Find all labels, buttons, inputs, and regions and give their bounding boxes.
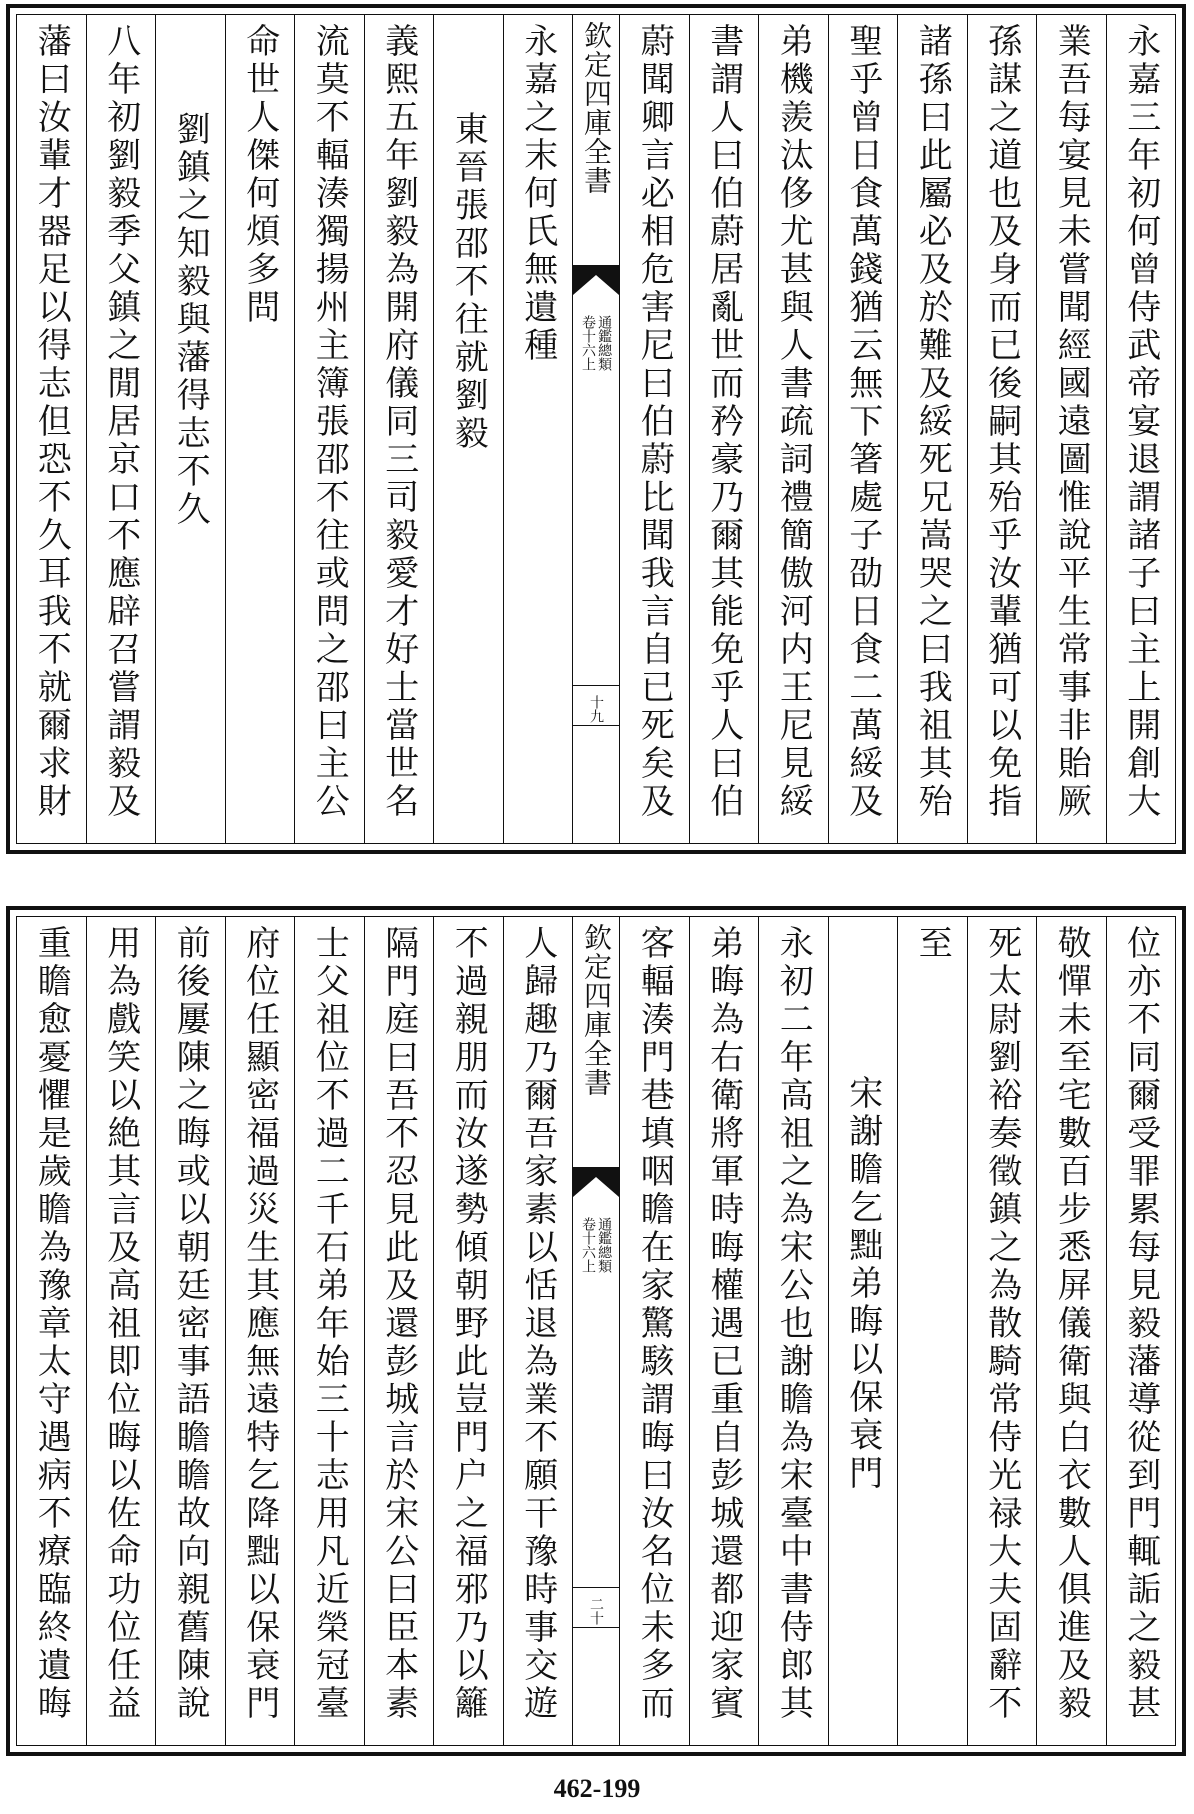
text-column: 業吾每宴見未嘗聞經國遠圖惟說平生常事非貽厥 [1036, 15, 1106, 843]
text-column: 流莫不輻湊獨揚州主簿張邵不往或問之邵曰主公 [294, 15, 364, 843]
text-column: 永嘉之末何氏無遺種 [503, 15, 573, 843]
lower-page-columns [16, 916, 1176, 1746]
margin-rule [573, 1627, 619, 1628]
margin-rule [573, 685, 619, 686]
text-column: 永初二年高祖之為宋公也謝瞻為宋臺中書侍郎其 [758, 917, 828, 1745]
lower-page [6, 906, 1186, 1756]
text-column: 至 [897, 917, 967, 1745]
heading-column: 劉鎮之知毅與藩得志不久 [155, 15, 225, 843]
text-column: 孫謀之道也及身而已後嗣其殆乎汝輩猶可以免指 [967, 15, 1037, 843]
folio-number: 二十 [588, 1597, 604, 1625]
text-column: 府位任顯密福過災生其應無遠特乞降黜以保衰門 [225, 917, 295, 1745]
heading-column: 宋謝瞻乞黜弟晦以保衰門 [828, 917, 898, 1745]
text-column: 聖乎曾日食萬錢猶云無下箸處子劭日食二萬綏及 [828, 15, 898, 843]
text-column: 永嘉三年初何曾侍武帝宴退謂諸子曰主上開創大 [1106, 15, 1176, 843]
margin-rule [573, 725, 619, 726]
text-column: 弟機羨汰侈尤甚與人書疏詞禮簡傲河内王尼見綏 [758, 15, 828, 843]
text-column: 敬憚未至宅數百步悉屏儀衛與白衣數人俱進及毅 [1036, 917, 1106, 1745]
text-column: 用為戲笑以絶其言及高祖即位晦以佐命功位任益 [86, 917, 156, 1745]
volume-label: 通鑑總類 卷十六上 [580, 315, 613, 371]
text-column: 義熙五年劉毅為開府儀同三司毅愛才好士當世名 [364, 15, 434, 843]
heading-column: 東晉張邵不往就劉毅 [433, 15, 503, 843]
fish-tail-mark-icon [573, 1167, 619, 1197]
book-title: 欽定四庫全書 [580, 21, 613, 195]
book-title: 欽定四庫全書 [580, 923, 613, 1097]
volume-label: 通鑑總類 卷十六上 [580, 1217, 613, 1273]
text-column: 不過親朋而汝遂勢傾朝野此豈門户之福邪乃以籬 [433, 917, 503, 1745]
upper-page-columns [16, 14, 1176, 844]
text-column: 八年初劉毅季父鎮之閒居京口不應辟召嘗謂毅及 [86, 15, 156, 843]
text-column: 死太尉劉裕奏徵鎮之為散騎常侍光禄大夫固辭不 [967, 917, 1037, 1745]
text-column: 諸孫曰此屬必及於難及綏死兄嵩哭之曰我祖其殆 [897, 15, 967, 843]
page-number: 462-199 [553, 1774, 641, 1803]
text-column: 士父祖位不過二千石弟年始三十志用凡近榮冠臺 [294, 917, 364, 1745]
text-column: 位亦不同爾受罪累每見毅藩導從到門輒詬之毅甚 [1106, 917, 1176, 1745]
text-column: 弟晦為右衛將軍時晦權遇已重自彭城還都迎家賓 [689, 917, 759, 1745]
text-column: 藩曰汝輩才器足以得志但恐不久耳我不就爾求財 [31, 23, 72, 821]
center-margin [572, 15, 619, 843]
center-margin [572, 917, 619, 1745]
text-column: 命世人傑何煩多問 [225, 15, 295, 843]
text-column: 前後屢陳之晦或以朝廷密事語瞻瞻故向親舊陳說 [155, 917, 225, 1745]
text-column: 重瞻愈憂懼是歲瞻為豫章太守遇病不療臨終遺晦 [31, 925, 72, 1723]
text-column: 人歸趣乃爾吾家素以恬退為業不願干豫時事交遊 [503, 917, 573, 1745]
upper-page [6, 4, 1186, 854]
text-column: 蔚聞卿言必相危害尼曰伯蔚比聞我言自已死矣及 [619, 15, 689, 843]
text-column: 隔門庭曰吾不忍見此及還彭城言於宋公曰臣本素 [364, 917, 434, 1745]
margin-rule [573, 1587, 619, 1588]
folio-number: 十九 [588, 695, 604, 723]
text-column: 書謂人曰伯蔚居亂世而矜豪乃爾其能免乎人曰伯 [689, 15, 759, 843]
fish-tail-mark-icon [573, 265, 619, 295]
text-column: 客輻湊門巷填咽瞻在家驚駭謂晦曰汝名位未多而 [619, 917, 689, 1745]
